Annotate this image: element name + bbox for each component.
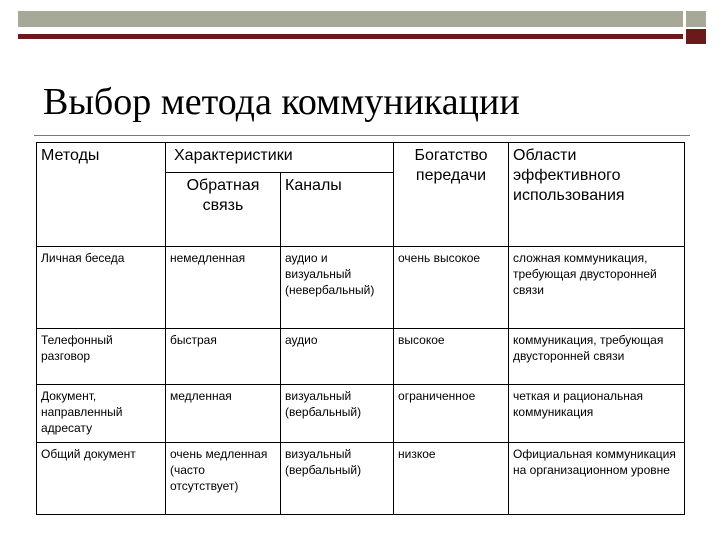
table-row [37, 443, 685, 515]
richness-cell: высокое [394, 329, 509, 385]
header-richness: Богатство передачи [394, 143, 509, 247]
top-red-line [18, 34, 683, 39]
richness-cell: очень высокое [394, 247, 509, 329]
top-gray-band [18, 11, 683, 27]
method-cell: Личная беседа [37, 247, 166, 329]
feedback-cell: медленная [166, 385, 281, 443]
richness-cell: низкое [394, 443, 509, 515]
channels-cell: аудио [281, 329, 394, 385]
header-areas: Области эффективного использования [509, 143, 685, 247]
feedback-cell: немедленная [166, 247, 281, 329]
feedback-cell: быстрая [166, 329, 281, 385]
header-feedback: Обратная связь [166, 173, 281, 247]
table-row [37, 247, 685, 329]
area-cell: четкая и рациональная коммуникация [509, 385, 685, 443]
richness-cell: ограниченное [394, 385, 509, 443]
table-row [37, 385, 685, 443]
area-cell: коммуникация, требующая двусторонней связи [509, 329, 685, 385]
feedback-cell: очень медленная (часто отсутствует) [166, 443, 281, 515]
slide-title: Выбор метода коммуникации [43, 81, 520, 123]
method-cell: Документ, направленный адресату [37, 385, 166, 443]
corner-gray-square [686, 11, 706, 27]
header-channels: Каналы [281, 173, 394, 247]
corner-red-square [686, 29, 706, 44]
methods-table [36, 142, 685, 515]
channels-cell: визуальный (вербальный) [281, 443, 394, 515]
top-decoration [18, 11, 710, 39]
channels-cell: визуальный (вербальный) [281, 385, 394, 443]
header-characteristics: Характеристики [166, 143, 394, 173]
channels-cell: аудио и визуальный (невербальный) [281, 247, 394, 329]
area-cell: сложная коммуникация, требующая двусторонней связи [509, 247, 685, 329]
area-cell: Официальная коммуникация на организационном уровне [509, 443, 685, 515]
method-cell: Телефонный разговор [37, 329, 166, 385]
header-row [37, 143, 685, 173]
header-methods: Методы [37, 143, 166, 247]
title-underline [34, 135, 690, 136]
method-cell: Общий документ [37, 443, 166, 515]
table-row [37, 329, 685, 385]
